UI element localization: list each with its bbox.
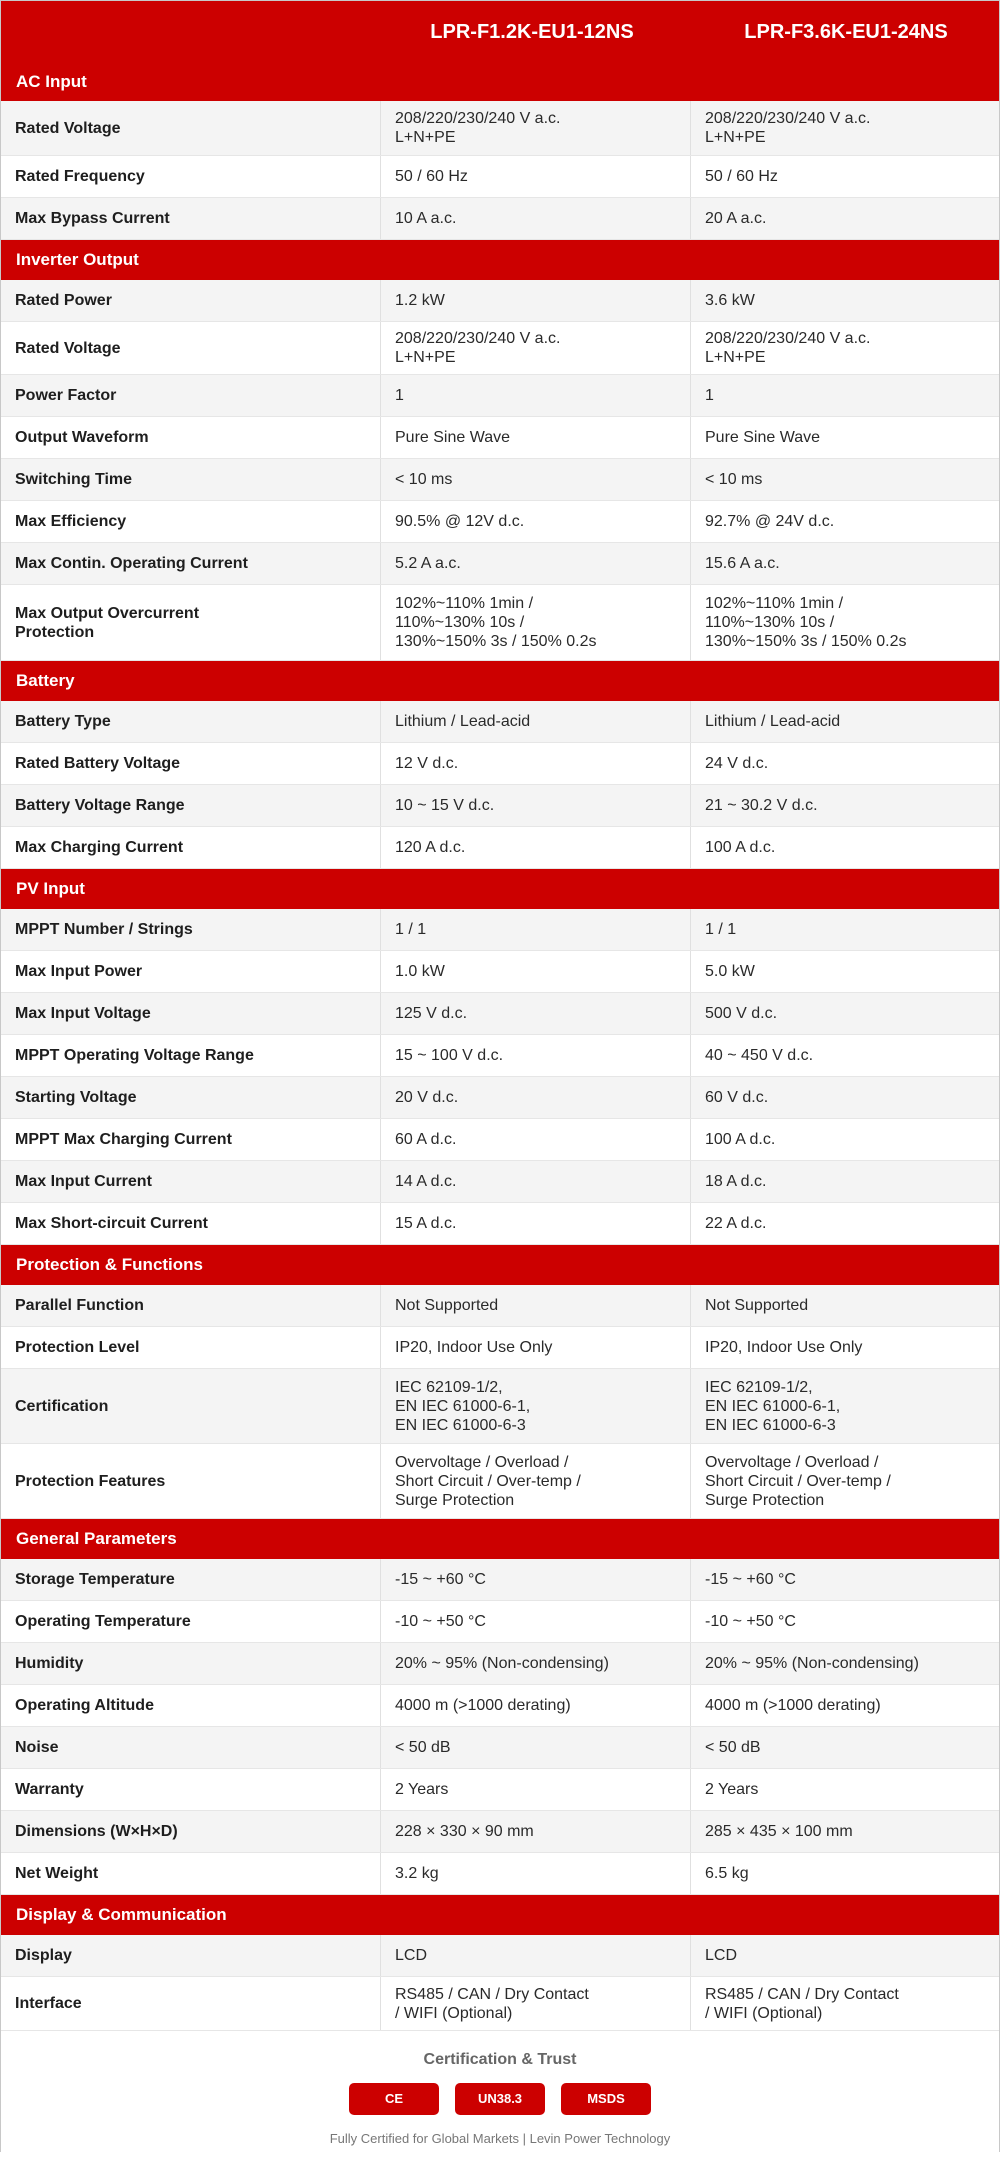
- spec-row: [1, 785, 999, 827]
- spec-value-model-2: 20% ~ 95% (Non-condensing): [705, 1655, 919, 1672]
- spec-label: Max Input Power: [1, 951, 381, 992]
- spec-value-model-1: 228 × 330 × 90 mm: [381, 1811, 691, 1852]
- spec-value-model-1: 102%~110% 1min / 110%~130% 10s / 130%~150% 3s / 150% 0.2s: [381, 585, 691, 660]
- spec-row: [1, 1643, 999, 1685]
- spec-value-model-2: 21 ~ 30.2 V d.c.: [705, 797, 818, 814]
- spec-value-model-2: 100 A d.c.: [705, 1131, 776, 1148]
- spec-value-model-2: 40 ~ 450 V d.c.: [705, 1047, 814, 1064]
- spec-value-model-1: 2 Years: [381, 1769, 691, 1810]
- spec-value-model-1: 15 ~ 100 V d.c.: [381, 1035, 691, 1076]
- spec-value-model-1: 10 A a.c.: [381, 198, 691, 239]
- spec-row: [1, 993, 999, 1035]
- spec-value-model-2: 22 A d.c.: [705, 1215, 767, 1232]
- spec-value-model-2: 92.7% @ 24V d.c.: [705, 513, 835, 530]
- spec-label: Operating Altitude: [1, 1685, 381, 1726]
- spec-label: Rated Frequency: [1, 156, 381, 197]
- spec-value-model-2: 1: [705, 387, 714, 404]
- spec-value-model-2: 20 A a.c.: [705, 210, 767, 227]
- spec-label: Dimensions (W×H×D): [1, 1811, 381, 1852]
- spec-value-model-2: 208/220/230/240 V a.c. L+N+PE: [705, 110, 871, 146]
- spec-label: MPPT Operating Voltage Range: [1, 1035, 381, 1076]
- spec-value-model-1: 10 ~ 15 V d.c.: [381, 785, 691, 826]
- spec-value-model-2: RS485 / CAN / Dry Contact / WIFI (Optional): [705, 1985, 899, 2022]
- spec-value-model-2: -10 ~ +50 °C: [705, 1613, 796, 1630]
- spec-value-model-2: IEC 62109-1/2, EN IEC 61000-6-1, EN IEC 61000-6-3: [705, 1378, 841, 1434]
- spec-value-model-1: 14 A d.c.: [381, 1161, 691, 1202]
- spec-value-model-1: 20 V d.c.: [381, 1077, 691, 1118]
- spec-label: Max Efficiency: [1, 501, 381, 542]
- spec-value-model-2: LCD: [705, 1947, 738, 1964]
- spec-value-model-1: Overvoltage / Overload / Short Circuit / Over-temp / Surge Protection: [381, 1444, 691, 1518]
- spec-label: Max Contin. Operating Current: [1, 543, 381, 584]
- spec-row: [1, 459, 999, 501]
- spec-row: [1, 1811, 999, 1853]
- spec-value-model-2: < 50 dB: [705, 1739, 761, 1756]
- section-header: Display & Communication: [1, 1895, 999, 1935]
- spec-row: [1, 198, 999, 240]
- spec-label: Switching Time: [1, 459, 381, 500]
- spec-label: Battery Type: [1, 701, 381, 742]
- spec-value-model-1: -15 ~ +60 °C: [381, 1559, 691, 1600]
- un38-3-badge: UN38.3: [455, 2083, 545, 2115]
- spec-value-model-2: 4000 m (>1000 derating): [705, 1697, 881, 1714]
- spec-label: Humidity: [1, 1643, 381, 1684]
- spec-value-model-2: 3.6 kW: [705, 292, 755, 309]
- spec-value-model-2: 5.0 kW: [705, 963, 755, 980]
- section-header: General Parameters: [1, 1519, 999, 1559]
- spec-value-model-1: 208/220/230/240 V a.c. L+N+PE: [381, 322, 691, 374]
- spec-row: [1, 156, 999, 198]
- spec-value-model-2: Overvoltage / Overload / Short Circuit / Over-temp / Surge Protection: [705, 1453, 891, 1509]
- spec-value-model-1: Lithium / Lead-acid: [381, 701, 691, 742]
- spec-label: Parallel Function: [1, 1285, 381, 1326]
- spec-value-model-2: Lithium / Lead-acid: [705, 713, 841, 730]
- section-header: Protection & Functions: [1, 1245, 999, 1285]
- spec-row: [1, 585, 999, 661]
- spec-value-model-2: 500 V d.c.: [705, 1005, 778, 1022]
- spec-row: [1, 101, 999, 156]
- spec-row: [1, 1727, 999, 1769]
- spec-value-model-2: 1 / 1: [705, 921, 737, 938]
- spec-row: [1, 1601, 999, 1643]
- spec-row: [1, 827, 999, 869]
- spec-value-model-2: 50 / 60 Hz: [705, 168, 778, 185]
- model-name-1: LPR-F1.2K-EU1-12NS: [430, 21, 634, 43]
- table-header: [1, 1, 999, 63]
- spec-value-model-2: Pure Sine Wave: [705, 429, 821, 446]
- spec-row: [1, 1035, 999, 1077]
- spec-label: Rated Battery Voltage: [1, 743, 381, 784]
- spec-value-model-2: 24 V d.c.: [705, 755, 769, 772]
- spec-value-model-1: -10 ~ +50 °C: [381, 1601, 691, 1642]
- spec-label: Protection Features: [1, 1444, 381, 1518]
- spec-value-model-1: Pure Sine Wave: [381, 417, 691, 458]
- spec-label: MPPT Max Charging Current: [1, 1119, 381, 1160]
- spec-row: [1, 1327, 999, 1369]
- spec-value-model-1: LCD: [381, 1935, 691, 1976]
- spec-value-model-2: < 10 ms: [705, 471, 763, 488]
- spec-value-model-1: 1.2 kW: [381, 280, 691, 321]
- spec-label: Noise: [1, 1727, 381, 1768]
- spec-row: [1, 1077, 999, 1119]
- spec-row: [1, 1769, 999, 1811]
- certification-badges: [1, 2083, 999, 2115]
- spec-label: Rated Voltage: [1, 322, 381, 374]
- spec-value-model-2: 208/220/230/240 V a.c. L+N+PE: [705, 330, 871, 366]
- spec-value-model-1: 125 V d.c.: [381, 993, 691, 1034]
- spec-value-model-2: 15.6 A a.c.: [705, 555, 780, 572]
- spec-row: [1, 1977, 999, 2031]
- spec-value-model-2: 6.5 kg: [705, 1865, 749, 1882]
- spec-row: [1, 1285, 999, 1327]
- section-header: Inverter Output: [1, 240, 999, 280]
- spec-row: [1, 280, 999, 322]
- spec-row: [1, 322, 999, 375]
- certification-footer: [1, 2031, 999, 2159]
- spec-row: [1, 375, 999, 417]
- spec-label: Interface: [1, 1977, 381, 2030]
- spec-row: [1, 909, 999, 951]
- spec-value-model-1: 20% ~ 95% (Non-condensing): [381, 1643, 691, 1684]
- model-name-2: LPR-F3.6K-EU1-24NS: [744, 21, 948, 43]
- spec-value-model-1: Not Supported: [381, 1285, 691, 1326]
- spec-label: Warranty: [1, 1769, 381, 1810]
- spec-value-model-1: 1: [381, 375, 691, 416]
- spec-value-model-2: 100 A d.c.: [705, 839, 776, 856]
- spec-value-model-1: < 10 ms: [381, 459, 691, 500]
- footer-title: Certification & Trust: [423, 2051, 577, 2068]
- section-header: PV Input: [1, 869, 999, 909]
- spec-value-model-1: < 50 dB: [381, 1727, 691, 1768]
- spec-label: Display: [1, 1935, 381, 1976]
- spec-row: [1, 1853, 999, 1895]
- spec-value-model-2: IP20, Indoor Use Only: [705, 1339, 863, 1356]
- spec-label: Battery Voltage Range: [1, 785, 381, 826]
- spec-value-model-2: Not Supported: [705, 1297, 809, 1314]
- spec-value-model-2: 102%~110% 1min / 110%~130% 10s / 130%~150% 3s / 150% 0.2s: [705, 595, 907, 650]
- spec-row: [1, 701, 999, 743]
- spec-value-model-1: 50 / 60 Hz: [381, 156, 691, 197]
- spec-value-model-1: 60 A d.c.: [381, 1119, 691, 1160]
- spec-row: [1, 1369, 999, 1444]
- spec-label: Max Input Current: [1, 1161, 381, 1202]
- spec-value-model-1: 1 / 1: [381, 909, 691, 950]
- section-header: Battery: [1, 661, 999, 701]
- spec-label: Protection Level: [1, 1327, 381, 1368]
- spec-label: Starting Voltage: [1, 1077, 381, 1118]
- spec-row: [1, 417, 999, 459]
- spec-label: Max Short-circuit Current: [1, 1203, 381, 1244]
- spec-value-model-1: 4000 m (>1000 derating): [381, 1685, 691, 1726]
- spec-value-model-1: 120 A d.c.: [381, 827, 691, 868]
- spec-value-model-1: IP20, Indoor Use Only: [381, 1327, 691, 1368]
- spec-value-model-2: 285 × 435 × 100 mm: [705, 1823, 853, 1840]
- spec-label: Net Weight: [1, 1853, 381, 1894]
- spec-value-model-2: 2 Years: [705, 1781, 759, 1798]
- ce-badge: CE: [349, 2083, 439, 2115]
- spec-value-model-1: 12 V d.c.: [381, 743, 691, 784]
- spec-value-model-1: 90.5% @ 12V d.c.: [381, 501, 691, 542]
- spec-label: Power Factor: [1, 375, 381, 416]
- spec-row: [1, 501, 999, 543]
- spec-table-body: [1, 63, 999, 2031]
- spec-value-model-2: 18 A d.c.: [705, 1173, 767, 1190]
- spec-row: [1, 1444, 999, 1519]
- spec-row: [1, 1559, 999, 1601]
- spec-label: Max Bypass Current: [1, 198, 381, 239]
- spec-label: Operating Temperature: [1, 1601, 381, 1642]
- footer-text: Fully Certified for Global Markets | Levin Power Technology: [329, 2131, 671, 2146]
- spec-label: Max Output Overcurrent Protection: [1, 585, 381, 660]
- spec-row: [1, 1119, 999, 1161]
- spec-row: [1, 743, 999, 785]
- spec-label: Rated Voltage: [1, 101, 381, 155]
- spec-label: Max Charging Current: [1, 827, 381, 868]
- spec-label: Storage Temperature: [1, 1559, 381, 1600]
- spec-value-model-1: 1.0 kW: [381, 951, 691, 992]
- spec-label: Max Input Voltage: [1, 993, 381, 1034]
- spec-label: Rated Power: [1, 280, 381, 321]
- spec-value-model-1: 15 A d.c.: [381, 1203, 691, 1244]
- spec-row: [1, 1203, 999, 1245]
- spec-row: [1, 951, 999, 993]
- spec-value-model-1: 3.2 kg: [381, 1853, 691, 1894]
- spec-row: [1, 1161, 999, 1203]
- spec-row: [1, 1685, 999, 1727]
- spec-value-model-1: IEC 62109-1/2, EN IEC 61000-6-1, EN IEC 61000-6-3: [381, 1369, 691, 1443]
- spec-label: MPPT Number / Strings: [1, 909, 381, 950]
- msds-badge: MSDS: [561, 2083, 651, 2115]
- spec-label: Certification: [1, 1369, 381, 1443]
- spec-value-model-2: 60 V d.c.: [705, 1089, 769, 1106]
- spec-value-model-1: 5.2 A a.c.: [381, 543, 691, 584]
- spec-value-model-2: -15 ~ +60 °C: [705, 1571, 796, 1588]
- spec-row: [1, 543, 999, 585]
- spec-label: Output Waveform: [1, 417, 381, 458]
- spec-value-model-1: 208/220/230/240 V a.c. L+N+PE: [381, 101, 691, 155]
- spec-row: [1, 1935, 999, 1977]
- section-header: AC Input: [1, 63, 999, 101]
- spec-value-model-1: RS485 / CAN / Dry Contact / WIFI (Optional): [381, 1977, 691, 2030]
